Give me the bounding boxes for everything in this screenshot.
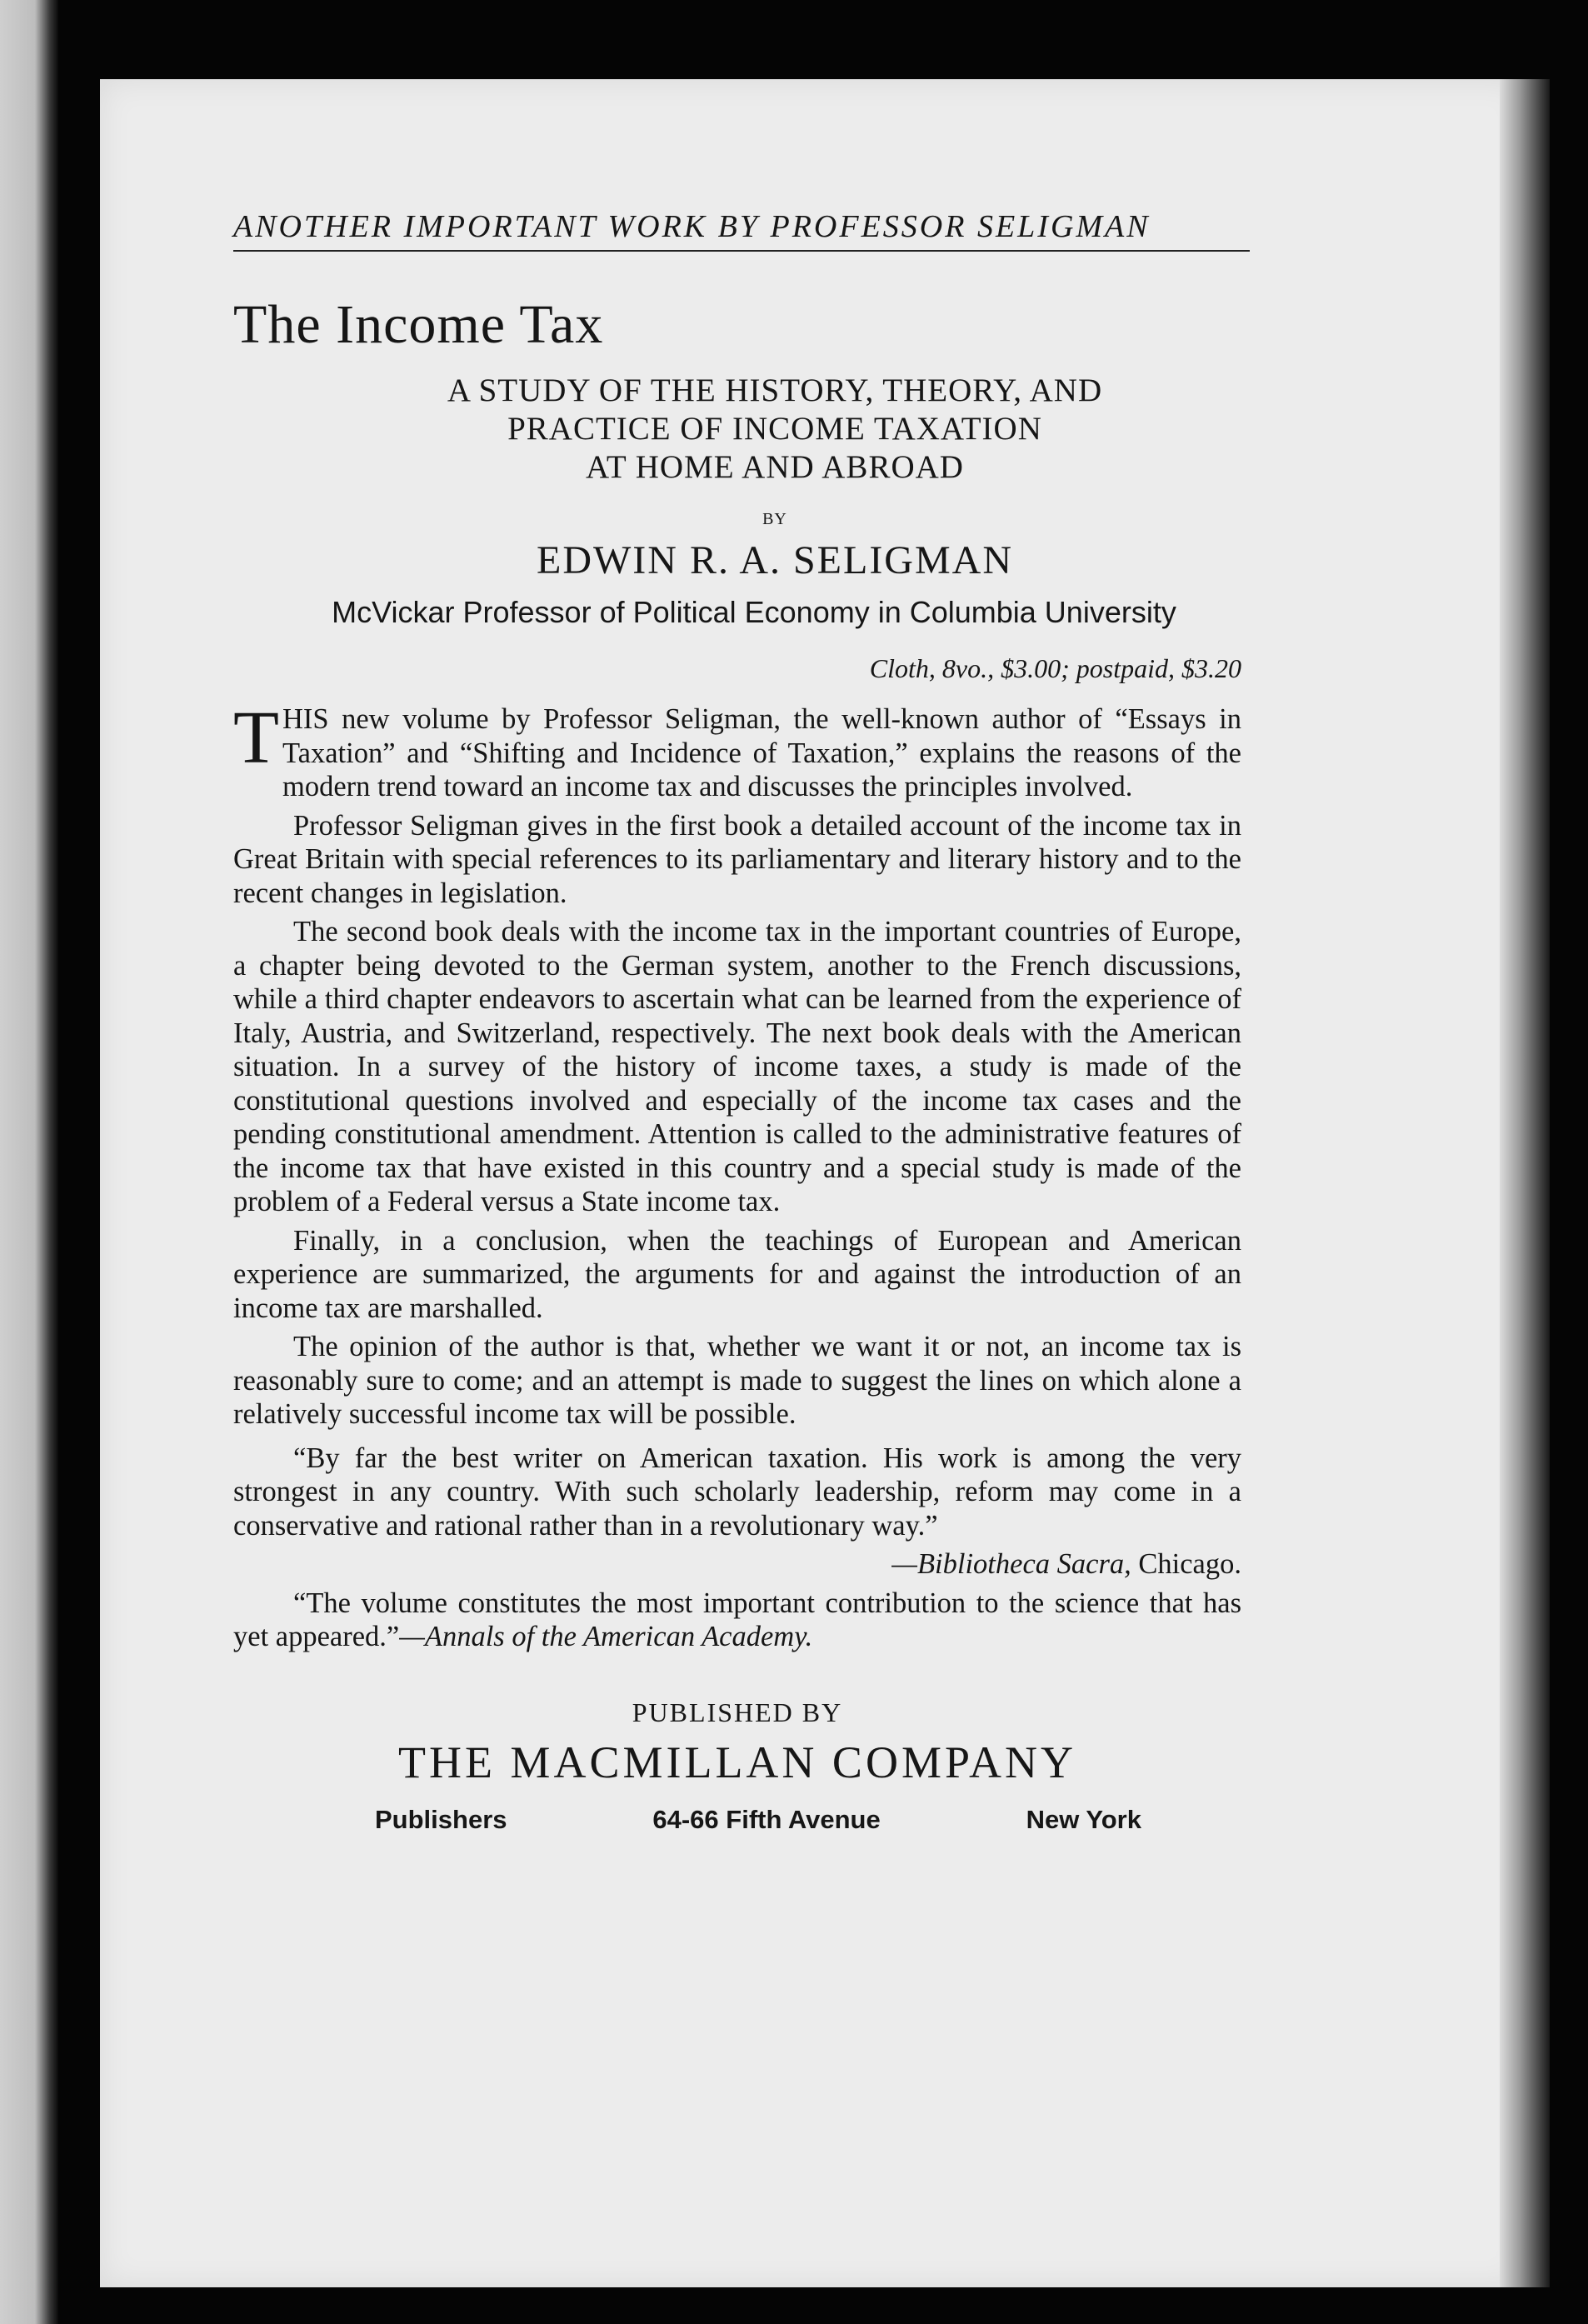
- publisher-name: THE MACMILLAN COMPANY: [397, 1737, 1077, 1787]
- publisher-address: 64-66 Fifth Avenue: [652, 1804, 881, 1834]
- description: [233, 697, 1241, 1654]
- by-label: BY: [762, 510, 787, 528]
- paragraph: Finally, in a conclusion, when the teachings of European and American experience are summarized, the arguments for and against the introduction of an income tax are marshalled.: [233, 1224, 1241, 1324]
- author-affiliation: McVickar Professor of Political Economy in Columbia University: [332, 595, 1176, 629]
- review-attribution: —Bibliotheca Sacra, Chicago.: [891, 1548, 1241, 1580]
- book-title: The Income Tax: [233, 294, 604, 355]
- review-source: —Annals of the American Academy.: [399, 1621, 813, 1652]
- scan-left-margin: [0, 0, 58, 2324]
- price-line: Cloth, 8vo., $3.00; postpaid, $3.20: [869, 653, 1241, 683]
- review-quote: “By far the best writer on American taxation. His work is among the very strongest in any country. With such scholarly leadership, reform may come in a conservative and rational rather than in a revolutionary way.”: [233, 1442, 1241, 1542]
- publisher-role: Publishers: [375, 1804, 507, 1834]
- paragraph: THIS new volume by Professor Seligman, the well-known author of “Essays in Taxation” and “Shifting and Incidence of Taxation,” explains the reasons of the modern trend toward an income tax and discusses the principles involved.: [233, 697, 1241, 802]
- page-edge: [1500, 79, 1550, 2287]
- subtitle-line: AT HOME AND ABROAD: [586, 449, 964, 485]
- author-name: EDWIN R. A. SELIGMAN: [537, 538, 1013, 582]
- publisher-imprint: [233, 1805, 1241, 1835]
- publisher-city: New York: [1026, 1804, 1141, 1834]
- paragraph: Professor Seligman gives in the first book a detailed account of the income tax in Great Britain with special references to its parliamentary and literary history and to the recent changes in legislation.: [233, 809, 1241, 909]
- drop-cap: T: [233, 697, 279, 779]
- subtitle-line: A STUDY OF THE HISTORY, THEORY, AND: [447, 372, 1103, 408]
- review-quote: “The volume constitutes the most important contribution to the science that has yet appeared.”—Annals of the American Academy.: [233, 1587, 1241, 1652]
- book-subtitle: [233, 372, 1241, 487]
- paragraph: The opinion of the author is that, whether we want it or not, an income tax is reasonably sure to come; and an attempt is made to suggest the lines on which alone a relatively successful income tax will be possible.: [233, 1331, 1241, 1430]
- paragraph: The second book deals with the income tax in the important countries of Europe, a chapter being devoted to the German system, another to the French discussions, while a third chapter endeavors to ascertain what can be learned from the experience of Italy, Austria, and Switzerland, respectively. The next book deals with the American situation. In a survey of the history of income taxes, a study is made of the constitutional questions involved and especially of the income tax cases and the pending constitutional amendment. Attention is called to the administrative features of the income tax that have existed in this country and a special study is made of the problem of a Federal versus a State income tax.: [233, 916, 1241, 1217]
- advertisement: [233, 208, 1241, 1835]
- series-header: ANOTHER IMPORTANT WORK BY PROFESSOR SELIGMAN: [233, 208, 1250, 252]
- published-by-label: PUBLISHED BY: [632, 1697, 843, 1727]
- subtitle-line: PRACTICE OF INCOME TAXATION: [507, 411, 1042, 447]
